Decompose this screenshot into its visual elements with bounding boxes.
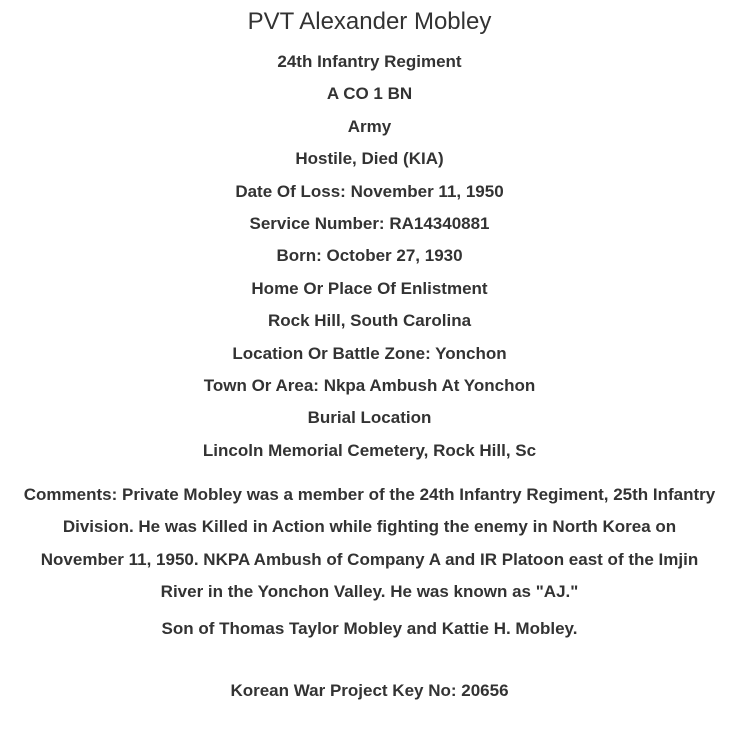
town-or-area: Town Or Area: Nkpa Ambush At Yonchon — [203, 376, 536, 396]
date-of-loss: Date Of Loss: November 11, 1950 — [235, 181, 504, 201]
unit-company: A CO 1 BN — [326, 84, 413, 104]
parents-line: Son of Thomas Taylor Mobley and Kattie H. Mobley. — [161, 619, 578, 639]
enlistment-heading: Home Or Place Of Enlistment — [251, 278, 488, 298]
record-details — [0, 46, 739, 467]
burial-heading: Burial Location — [307, 408, 432, 428]
burial-location: Lincoln Memorial Cemetery, Rock Hill, Sc — [202, 440, 537, 460]
enlistment-place: Rock Hill, South Carolina — [267, 311, 472, 331]
battle-zone: Location Or Battle Zone: Yonchon — [232, 343, 507, 363]
project-key: Korean War Project Key No: 20656 — [230, 681, 509, 701]
comments-paragraph: Comments: Private Mobley was a member of the 24th Infantry Regiment, 25th Infantry Division. He was Killed in Action while fighting the enemy in North Korea on November 11, 1950. NKPA Ambush of Company A and IR Platoon east of the Imjin River in the Yonchon Valley. He was known as "AJ." — [23, 485, 716, 601]
page-title: PVT Alexander Mobley — [247, 8, 492, 35]
service-number: Service Number: RA14340881 — [249, 214, 490, 234]
birth-date: Born: October 27, 1930 — [276, 246, 463, 266]
unit-regiment: 24th Infantry Regiment — [277, 52, 462, 71]
branch-of-service: Army — [347, 116, 392, 136]
casualty-type: Hostile, Died (KIA) — [295, 149, 444, 169]
